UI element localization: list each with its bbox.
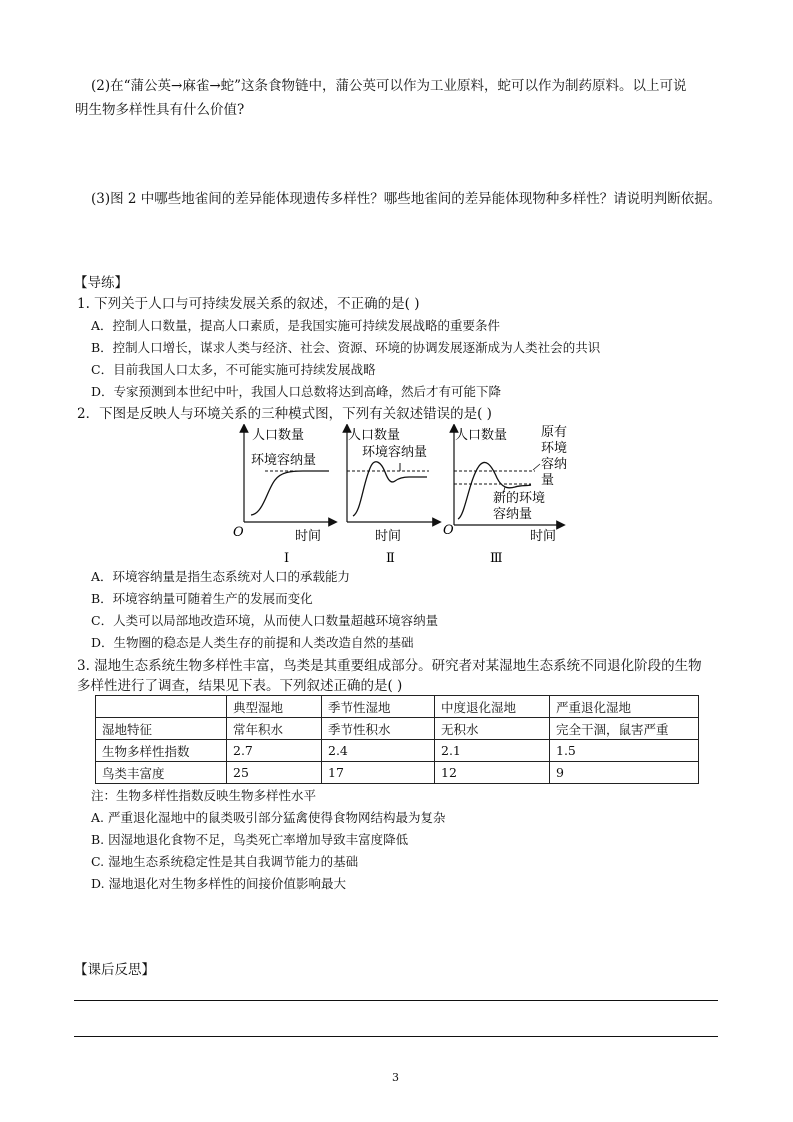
- table-header-cell: 季节性湿地: [322, 696, 435, 718]
- table-cell: 鸟类丰富度: [96, 762, 227, 784]
- drill-q3-note: 注：生物多样性指数反映生物多样性水平: [91, 788, 317, 803]
- drill-q3-option-c: C. 湿地生态系统稳定性是其自我调节能力的基础: [91, 854, 359, 869]
- q2-text-line1: (2)在“蒲公英→麻雀→蛇”这条食物链中，蒲公英可以作为工业原料，蛇可以作为制药原料。以上可说: [91, 78, 687, 94]
- panel-1-label: Ⅰ: [284, 551, 290, 566]
- panel-3-new-capacity-1: 新的环境: [493, 491, 546, 506]
- panel-1-x-label: 时间: [295, 529, 322, 544]
- table-cell: 完全干涸，鼠害严重: [550, 718, 699, 740]
- drill-q3-stem-line1: 3. 湿地生态系统生物多样性丰富，鸟类是其重要组成部分。研究者对某湿地生态系统不同退化阶段的生物: [77, 658, 702, 674]
- panel-1-capacity-label: 环境容纳量: [251, 453, 317, 468]
- table-cell: 常年积水: [227, 718, 322, 740]
- wetland-table: [95, 695, 699, 784]
- table-cell: 湿地特征: [96, 718, 227, 740]
- table-header-cell: 中度退化湿地: [435, 696, 550, 718]
- reflection-line-2: [74, 1036, 718, 1037]
- panel-3: [443, 425, 567, 566]
- panel-2-y-label: 人口数量: [348, 428, 401, 443]
- table-cell: 1.5: [550, 740, 699, 762]
- drill-q1-option-d: D．专家预测到本世纪中叶，我国人口总数将达到高峰，然后才有可能下降: [91, 384, 502, 399]
- table-cell: 2.7: [227, 740, 322, 762]
- page-number: 3: [392, 1071, 399, 1084]
- panel-2-capacity-label: 环境容纳量: [362, 445, 428, 460]
- drill-q2-stem: 2．下图是反映人与环境关系的三种模式图，下列有关叙述错误的是( ): [77, 406, 492, 422]
- table-header-cell: 严重退化湿地: [550, 696, 699, 718]
- panel-2-x-label: 时间: [375, 529, 402, 544]
- table-cell: 2.1: [435, 740, 550, 762]
- table-cell: 17: [322, 762, 435, 784]
- table-header-row: [96, 696, 699, 718]
- panel-3-old-capacity-3: 容纳: [541, 457, 568, 472]
- panel-3-old-capacity-2: 环境: [541, 441, 568, 456]
- table-cell: 2.4: [322, 740, 435, 762]
- table-row: [96, 718, 699, 740]
- panel-2-label: Ⅱ: [386, 551, 395, 566]
- panel-1-origin: O: [233, 525, 244, 540]
- drill-q3-option-a: A. 严重退化湿地中的鼠类吸引部分猛禽使得食物网结构最为复杂: [91, 810, 446, 825]
- reflection-heading: 【课后反思】: [74, 962, 155, 978]
- panel-3-y-label: 人口数量: [455, 428, 508, 443]
- panel-3-x-label: 时间: [530, 529, 557, 544]
- table-cell: 无积水: [435, 718, 550, 740]
- drill-q3-stem-line2: 多样性进行了调查，结果见下表。下列叙述正确的是( ): [77, 678, 403, 694]
- panel-1-y-label: 人口数量: [252, 428, 305, 443]
- drill-q2-option-a: A．环境容纳量是指生态系统对人口的承载能力: [91, 569, 351, 584]
- panel-3-origin: O: [443, 523, 454, 538]
- population-models-figure: [225, 424, 580, 566]
- table-cell: 9: [550, 762, 699, 784]
- table-cell: 季节性积水: [322, 718, 435, 740]
- drill-q1-option-b: B．控制人口增长，谋求人类与经济、社会、资源、环境的协调发展逐渐成为人类社会的共识: [91, 340, 601, 355]
- drill-q1-option-c: C．目前我国人口太多，不可能实施可持续发展战略: [91, 362, 376, 377]
- table-row: [96, 762, 699, 784]
- reflection-line-1: [74, 1000, 718, 1001]
- table-cell: 12: [435, 762, 550, 784]
- table-cell: 25: [227, 762, 322, 784]
- panel-3-label: Ⅲ: [490, 551, 503, 566]
- panel-3-new-capacity-2: 容纳量: [493, 507, 533, 522]
- drill-q1-option-a: A．控制人口数量，提高人口素质，是我国实施可持续发展战略的重要条件: [91, 318, 501, 333]
- table-header-cell: 典型湿地: [227, 696, 322, 718]
- panel-3-old-capacity-1: 原有: [541, 425, 568, 440]
- drill-q2-option-b: B．环境容纳量可随着生产的发展而变化: [91, 591, 313, 606]
- drill-heading: 【导练】: [74, 275, 128, 291]
- table-row: [96, 740, 699, 762]
- drill-q2-option-c: C．人类可以局部地改造环境，从而使人口数量超越环境容纳量: [91, 613, 439, 628]
- table-cell: 生物多样性指数: [96, 740, 227, 762]
- drill-q2-option-d: D．生物圈的稳态是人类生存的前提和人类改造自然的基础: [91, 635, 414, 650]
- panel-2: [347, 427, 437, 566]
- q2-text-line2: 明生物多样性具有什么价值?: [75, 102, 245, 118]
- drill-q3-option-b: B. 因湿地退化食物不足，鸟类死亡率增加导致丰富度降低: [91, 832, 409, 847]
- drill-q3-option-d: D. 湿地退化对生物多样性的间接价值影响最大: [91, 876, 347, 891]
- q3-text: (3)图 2 中哪些地雀间的差异能体现遗传多样性？哪些地雀间的差异能体现物种多样性？请说明判断依据。: [91, 191, 722, 207]
- table-header-cell: [96, 696, 227, 718]
- panel-1: [233, 427, 333, 566]
- drill-q1-stem: 1. 下列关于人口与可持续发展关系的叙述，不正确的是( ): [77, 296, 420, 312]
- panel-3-old-capacity-4: 量: [541, 473, 555, 488]
